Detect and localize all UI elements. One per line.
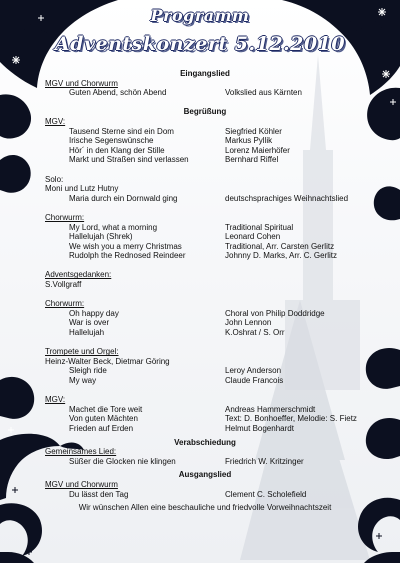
program-item (45, 405, 365, 415)
composer: John Lennon (225, 318, 272, 328)
composer: Markus Pyllik (225, 136, 273, 146)
section-heading: Begrüßung (183, 107, 227, 117)
program-item (45, 376, 365, 386)
composer: Claude Francois (225, 376, 284, 385)
song-title: My Lord, what a morning (69, 222, 158, 232)
composer: Siegfried Köhler (225, 126, 282, 136)
program-item (45, 309, 365, 319)
program-item (45, 136, 365, 146)
performer-label (45, 270, 365, 280)
program-item (45, 88, 365, 98)
performer-label (45, 175, 365, 185)
concert-title: Adventskonzert 5.12.2010 (54, 33, 346, 55)
song-title: Hallelujah (Shrek) (69, 232, 133, 242)
song-title: Markt und Straßen sind verlassen (69, 155, 189, 165)
performer-name: MGV und Chorwurm (45, 479, 118, 489)
composer: Traditional, Arr. Carsten Gerlitz (225, 241, 335, 251)
performer-name: Chorwurm: (45, 212, 85, 222)
performer-name: Gemeinsames Lied: (45, 447, 117, 457)
composer: Text: D. Bonhoeffer, Melodie: S. Fietz (225, 414, 357, 424)
song-title: We wish you a merry Christmas (69, 241, 182, 251)
performer-name: Adventsgedanken: (45, 270, 112, 280)
composer: Helmut Bogenhardt (225, 423, 294, 433)
spacer (45, 290, 365, 300)
spacer (45, 165, 365, 175)
program-item (45, 194, 365, 204)
performer-line (45, 357, 365, 367)
performer-label (45, 117, 365, 127)
song-title: My way (69, 376, 97, 385)
song-title: Irische Segenswünsche (69, 136, 154, 146)
song-title: Guten Abend, schön Abend (69, 88, 167, 98)
performer-name: Trompete und Orgel: (45, 347, 119, 357)
performer-line (45, 280, 365, 290)
composer: Leroy Anderson (225, 366, 282, 376)
song-title: Hallelujah (69, 328, 105, 338)
program-item (45, 146, 365, 156)
program-item (45, 251, 365, 261)
composer: Lorenz Maierhöfer (225, 145, 290, 155)
program-item (45, 232, 365, 242)
performer-name: Solo: (45, 174, 64, 184)
performer-label (45, 299, 365, 309)
program-list (45, 69, 365, 513)
program-item (45, 223, 365, 233)
composer: Traditional Spiritual (225, 222, 294, 232)
section-heading: Eingangslied (180, 69, 230, 78)
song-title: Du lässt den Tag (69, 489, 129, 499)
performer-label (45, 447, 365, 457)
song-title: Maria durch ein Dornwald ging (69, 193, 178, 203)
composer: Friedrich W. Kritzinger (225, 456, 304, 466)
performer-label (45, 79, 365, 89)
program-item (45, 366, 365, 376)
composer: K.Oshrat / S. Orr (225, 328, 285, 338)
program-title: Programm (150, 6, 250, 25)
composer: Choral von Philip Doddridge (225, 308, 325, 318)
performer-label (45, 347, 365, 357)
performer-name: MGV und Chorwurm (45, 78, 118, 88)
composer: Andreas Hammerschmidt (225, 404, 316, 414)
spacer (45, 338, 365, 348)
performer-label (45, 213, 365, 223)
performer-name: Chorwurm: (45, 299, 85, 309)
composer: Leonard Cohen (225, 232, 281, 242)
song-title: Sleigh ride (69, 366, 107, 376)
song-title: Frieden auf Erden (69, 423, 134, 433)
performer-name: MGV: (45, 395, 66, 405)
program-item (45, 242, 365, 252)
performer-line (45, 184, 365, 194)
composer: Johnny D. Marks, Arr. C. Gerlitz (225, 251, 338, 261)
snowflake-icon (8, 427, 14, 433)
program-item (45, 127, 365, 137)
spacer (45, 386, 365, 396)
song-title: Oh happy day (69, 308, 119, 318)
performer-text: Heinz-Walter Beck, Dietmar Göring (45, 356, 170, 366)
song-title: Hör´ in den Klang der Stille (69, 145, 165, 155)
section-heading: Ausgangslied (178, 470, 232, 480)
right-edge-ornament (366, 186, 400, 459)
composer: Volkslied aus Kärnten (225, 88, 302, 98)
performer-name: MGV: (45, 116, 66, 126)
song-title: Süßer die Glocken nie klingen (69, 456, 176, 466)
program-item (45, 155, 365, 165)
program-item (45, 328, 365, 338)
performer-text: S.Vollgraff (45, 280, 82, 290)
song-title: Rudolph the Rednosed Reindeer (69, 251, 186, 261)
composer: deutschsprachiges Weihnachtslied (225, 193, 349, 203)
spacer (45, 98, 365, 108)
composer: Bernhard Riffel (225, 155, 279, 165)
spacer (45, 203, 365, 213)
snowflake-icon (376, 533, 382, 539)
program-item (45, 414, 365, 424)
program-item (45, 424, 365, 434)
performer-label (45, 395, 365, 405)
song-title: Tausend Sterne sind ein Dom (69, 126, 174, 136)
program-item (45, 490, 365, 500)
song-title: Von guten Mächten (69, 414, 138, 424)
performer-text: Moni und Lutz Hutny (45, 184, 119, 194)
performer-label (45, 480, 365, 490)
section-heading: Verabschiedung (174, 437, 236, 447)
song-title: War is over (69, 318, 110, 328)
closing-wish: Wir wünschen Allen eine beschauliche und friedvolle Vorweihnachtszeit (78, 503, 332, 513)
program-item (45, 318, 365, 328)
program-item (45, 457, 365, 467)
spacer (45, 261, 365, 271)
corner-ornament-bottom-left (0, 503, 42, 563)
composer: Clement C. Scholefield (225, 489, 307, 499)
song-title: Machet die Tore weit (69, 404, 143, 414)
